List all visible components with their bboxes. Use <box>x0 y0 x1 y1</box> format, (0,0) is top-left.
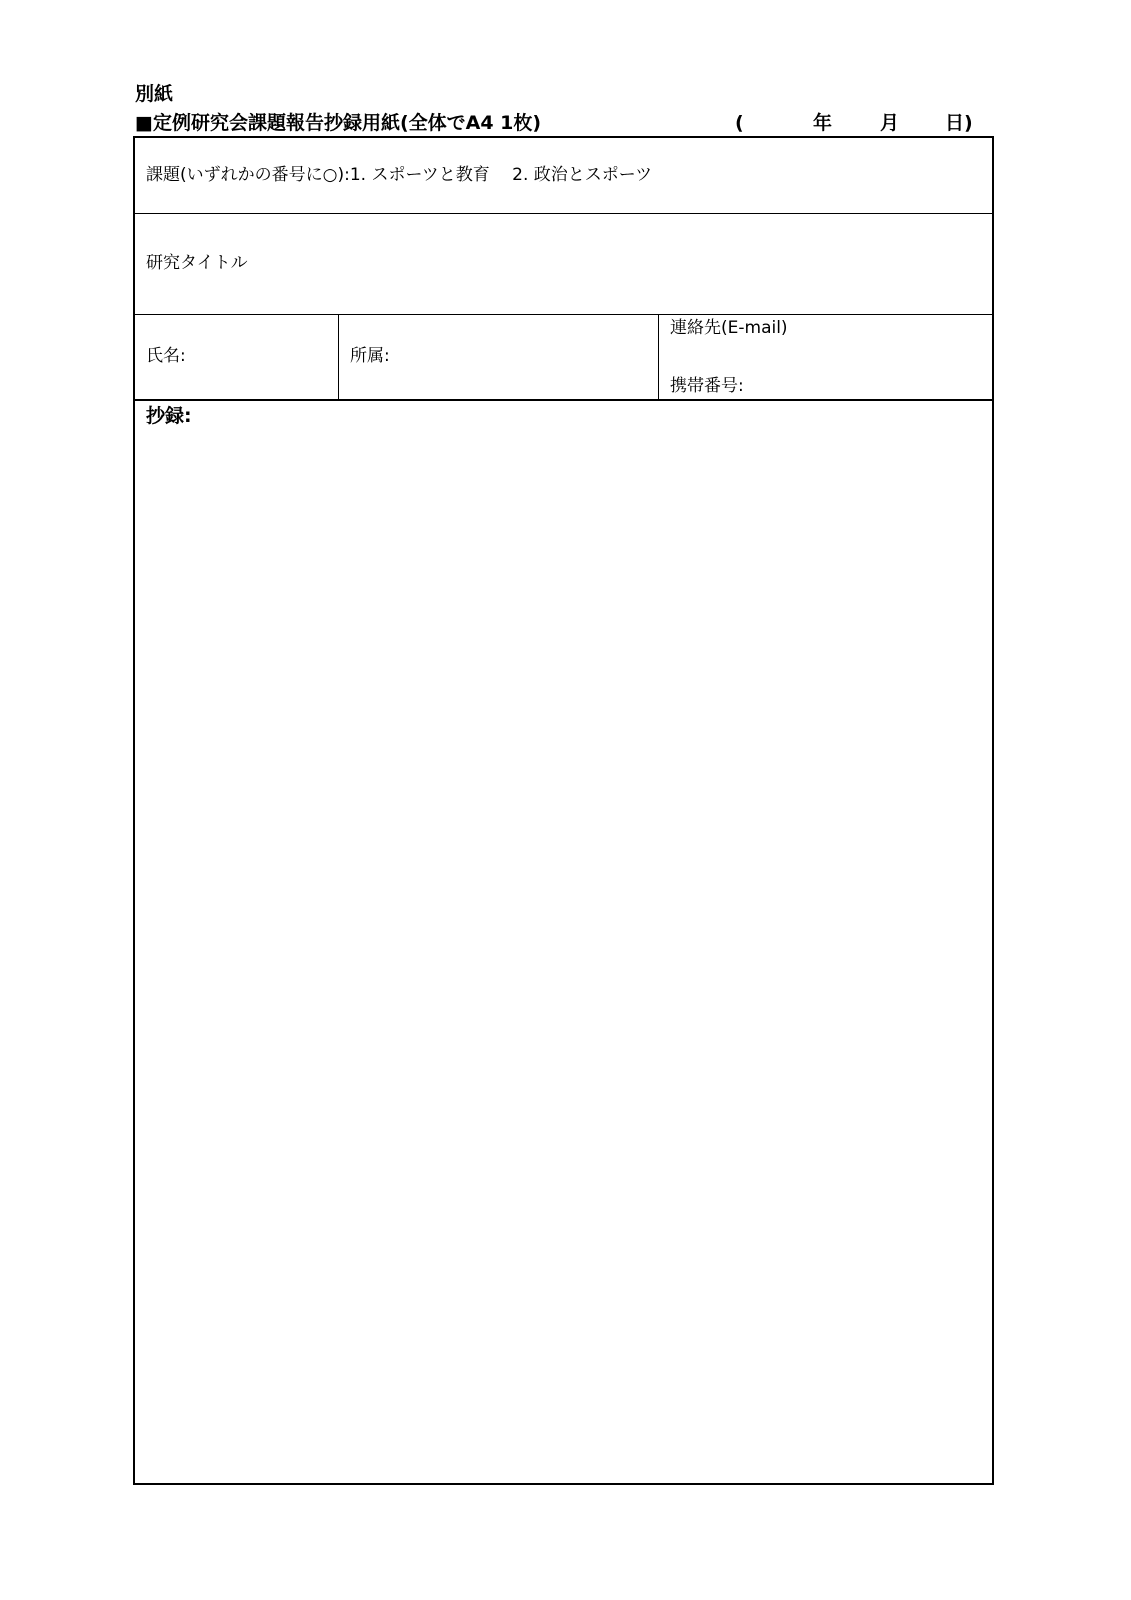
email-label: 連絡先(E-mail) <box>670 318 788 338</box>
form-title: ■定例研究会課題報告抄録用紙(全体でA4 1枚) <box>135 112 542 134</box>
research-title-row[interactable] <box>135 214 992 315</box>
author-info-row <box>135 315 992 401</box>
contact-field[interactable] <box>659 315 992 399</box>
date-open-paren: ( <box>735 112 744 134</box>
affiliation-label: 所属: <box>350 346 390 366</box>
abstract-label: 抄録: <box>146 405 192 427</box>
attachment-label: 別紙 <box>135 83 174 105</box>
topic-row[interactable] <box>135 138 992 214</box>
abstract-form <box>133 136 994 1485</box>
date-day-label: 日) <box>945 112 973 134</box>
date-year-label: 年 <box>813 112 833 134</box>
abstract-text-area[interactable] <box>143 433 983 1473</box>
date-month-label: 月 <box>880 112 900 134</box>
research-title-label: 研究タイトル <box>146 253 248 273</box>
form-title-line <box>135 110 985 136</box>
name-field[interactable] <box>135 315 339 399</box>
name-label: 氏名: <box>146 346 186 366</box>
phone-label: 携帯番号: <box>670 376 744 396</box>
topic-text: 課題(いずれかの番号に○):1. スポーツと教育 2. 政治とスポーツ <box>146 165 653 185</box>
abstract-section <box>135 401 992 1483</box>
affiliation-field[interactable] <box>339 315 659 399</box>
